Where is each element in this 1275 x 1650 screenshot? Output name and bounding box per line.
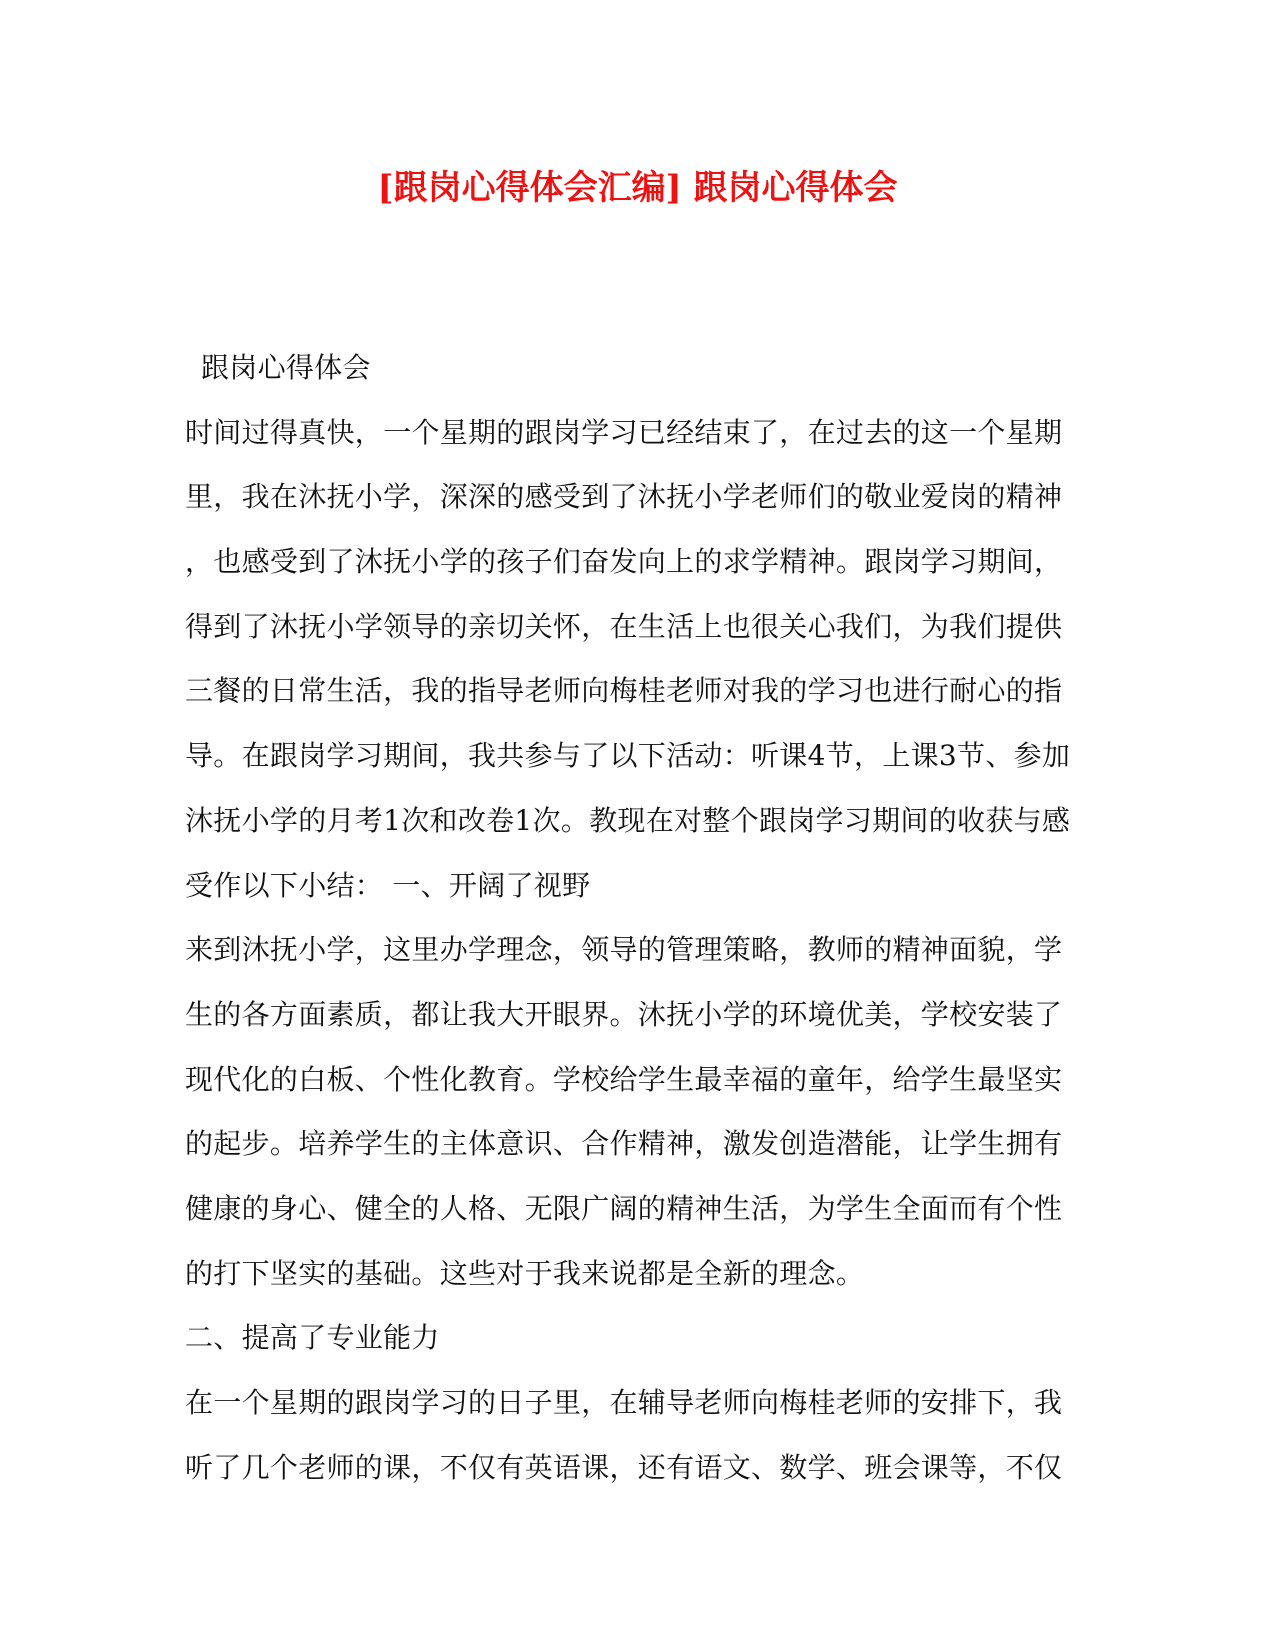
- body-line: ，也感受到了沐抚小学的孩子们奋发向上的求学精神。跟岗学习期间，: [185, 545, 1063, 579]
- document-title: [跟岗心得体会汇编] 跟岗心得体会: [377, 168, 898, 208]
- body-line: 健康的身心、健全的人格、无限广阔的精神生活，为学生全面而有个性: [185, 1191, 1063, 1225]
- body-line: 的打下坚实的基础。这些对于我来说都是全新的理念。: [185, 1256, 865, 1290]
- body-line: 听了几个老师的课，不仅有英语课，还有语文、数学、班会课等，不仅: [185, 1450, 1063, 1484]
- body-line: 三餐的日常生活，我的指导老师向梅桂老师对我的学习也进行耐心的指: [185, 674, 1063, 708]
- body-line: 在一个星期的跟岗学习的日子里，在辅导老师向梅桂老师的安排下，我: [185, 1386, 1063, 1419]
- body-line: 导。在跟岗学习期间，我共参与了以下活动：听课4节，上课3节、参加: [185, 739, 1071, 773]
- body-line: 时间过得真快，一个星期的跟岗学习已经结束了，在过去的这一个星期: [185, 415, 1063, 449]
- body-line: 生的各方面素质，都让我大开眼界。沐抚小学的环境优美，学校安装了: [185, 997, 1063, 1031]
- body-line: 来到沐抚小学，这里办学理念，领导的管理策略，教师的精神面貌，学: [185, 933, 1063, 967]
- body-line: 里，我在沐抚小学，深深的感受到了沐抚小学老师们的敬业爱岗的精神: [185, 480, 1063, 514]
- body-line-section-heading: 二、提高了专业能力: [185, 1321, 440, 1355]
- body-line: 现代化的白板、个性化教育。学校给学生最幸福的童年，给学生最坚实: [185, 1062, 1063, 1096]
- body-line: 的起步。培养学生的主体意识、合作精神，激发创造潜能，让学生拥有: [185, 1127, 1063, 1161]
- body-line-section-heading: 受作以下小结： 一、开阔了视野: [185, 868, 591, 902]
- body-line: 得到了沐抚小学领导的亲切关怀，在生活上也很关心我们，为我们提供: [185, 609, 1063, 643]
- body-line: 沐抚小学的月考1次和改卷1次。教现在对整个跟岗学习期间的收获与感: [185, 803, 1071, 837]
- document-body: [185, 348, 1085, 1512]
- body-line-subtitle: 跟岗心得体会: [201, 351, 371, 384]
